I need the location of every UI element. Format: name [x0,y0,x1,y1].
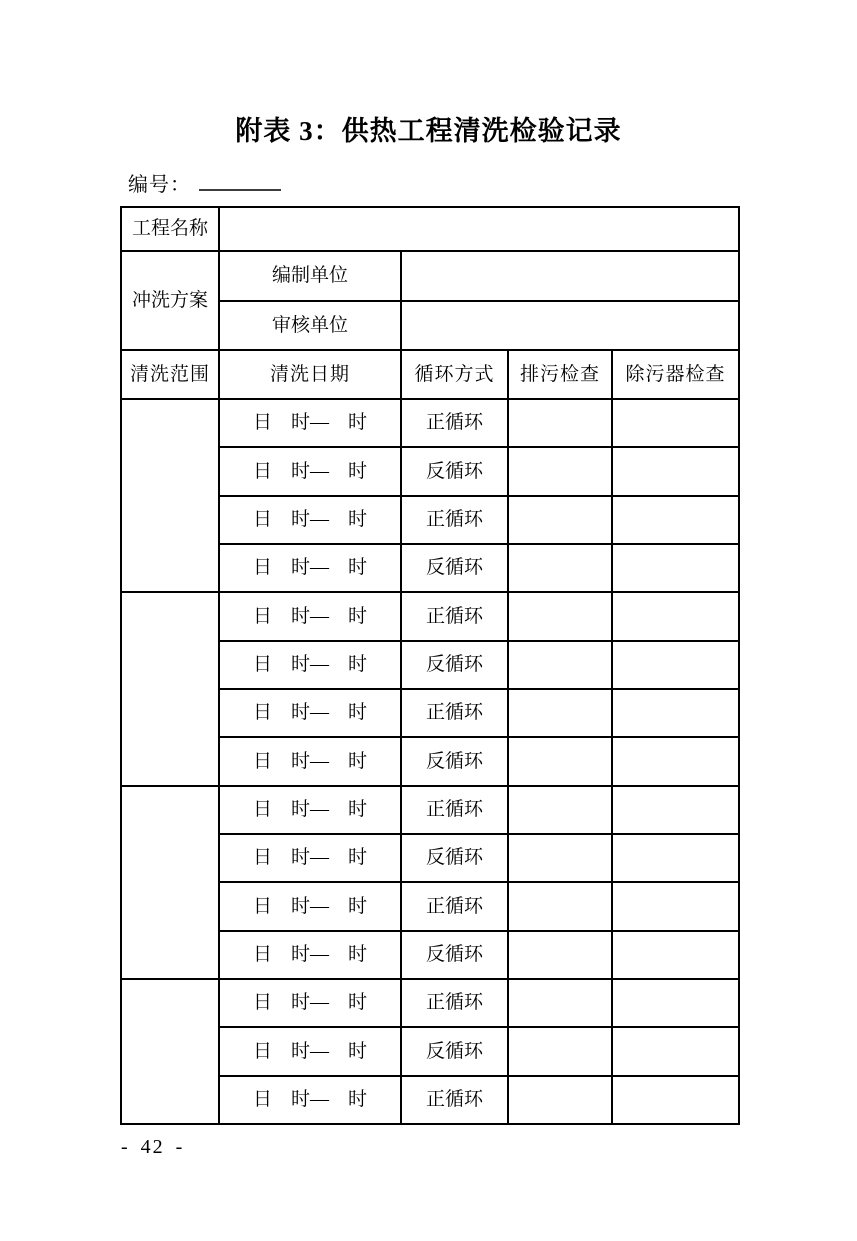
drain-check-cell [508,737,612,785]
serial-number-line [128,168,281,197]
strainer-check-cell [612,786,739,834]
cycle-cell: 反循环 [401,834,508,882]
flush-plan-label-cell: 冲洗方案 [121,251,219,350]
review-unit-label-cell: 审核单位 [219,301,401,350]
date-cell: 日 时— 时 [219,544,401,592]
date-cell: 日 时— 时 [219,641,401,689]
date-cell: 日 时— 时 [219,786,401,834]
cleaning-scope-group-cell [121,786,219,979]
cycle-cell: 正循环 [401,1076,508,1124]
table-row [121,786,739,834]
strainer-check-cell [612,931,739,979]
prepare-unit-label-cell: 编制单位 [219,251,401,301]
prepare-unit-row [121,251,739,301]
strainer-check-cell [612,834,739,882]
cycle-cell: 正循环 [401,979,508,1027]
date-cell: 日 时— 时 [219,447,401,495]
date-cell: 日 时— 时 [219,834,401,882]
prepare-unit-value-cell [401,251,739,301]
cycle-cell: 反循环 [401,544,508,592]
strainer-check-cell [612,447,739,495]
header-cleaning-scope: 清洗范围 [121,350,219,399]
cycle-cell: 反循环 [401,1027,508,1075]
strainer-check-cell [612,1027,739,1075]
inspection-record-table [120,206,740,1125]
date-cell: 日 时— 时 [219,1027,401,1075]
cycle-cell: 正循环 [401,592,508,640]
date-cell: 日 时— 时 [219,882,401,930]
strainer-check-cell [612,496,739,544]
drain-check-cell [508,882,612,930]
date-cell: 日 时— 时 [219,592,401,640]
drain-check-cell [508,834,612,882]
drain-check-cell [508,399,612,447]
date-cell: 日 时— 时 [219,979,401,1027]
strainer-check-cell [612,1076,739,1124]
table-row [121,592,739,640]
header-drain-check: 排污检查 [508,350,612,399]
drain-check-cell [508,447,612,495]
drain-check-cell [508,786,612,834]
strainer-check-cell [612,592,739,640]
drain-check-cell [508,1076,612,1124]
strainer-check-cell [612,399,739,447]
date-cell: 日 时— 时 [219,689,401,737]
cycle-cell: 反循环 [401,641,508,689]
drain-check-cell [508,1027,612,1075]
cycle-cell: 反循环 [401,737,508,785]
page-title: 附表 3：供热工程清洗检验记录 [235,116,622,146]
cycle-cell: 反循环 [401,931,508,979]
strainer-check-cell [612,979,739,1027]
project-name-value-cell [219,207,739,251]
date-cell: 日 时— 时 [219,496,401,544]
drain-check-cell [508,979,612,1027]
drain-check-cell [508,592,612,640]
date-cell: 日 时— 时 [219,1076,401,1124]
serial-number-blank [199,168,281,191]
strainer-check-cell [612,737,739,785]
cycle-cell: 正循环 [401,399,508,447]
header-strainer-check: 除污器检查 [612,350,739,399]
drain-check-cell [508,496,612,544]
table-row [121,979,739,1027]
table-header-row [121,350,739,399]
drain-check-cell [508,544,612,592]
strainer-check-cell [612,641,739,689]
strainer-check-cell [612,882,739,930]
review-unit-value-cell [401,301,739,350]
project-name-row [121,207,739,251]
header-cycle-mode: 循环方式 [401,350,508,399]
drain-check-cell [508,641,612,689]
drain-check-cell [508,931,612,979]
header-cleaning-date: 清洗日期 [219,350,401,399]
cycle-cell: 正循环 [401,496,508,544]
date-cell: 日 时— 时 [219,931,401,979]
cycle-cell: 正循环 [401,786,508,834]
date-cell: 日 时— 时 [219,737,401,785]
strainer-check-cell [612,689,739,737]
strainer-check-cell [612,544,739,592]
cleaning-scope-group-cell [121,399,219,592]
project-name-label-cell: 工程名称 [121,207,219,251]
cycle-cell: 反循环 [401,447,508,495]
cycle-cell: 正循环 [401,689,508,737]
page-number: - 42 - [121,1136,185,1158]
cleaning-scope-group-cell [121,979,219,1124]
date-cell: 日 时— 时 [219,399,401,447]
table-row [121,399,739,447]
cleaning-scope-group-cell [121,592,219,785]
serial-number-label: 编号： [128,174,191,196]
cycle-cell: 正循环 [401,882,508,930]
drain-check-cell [508,689,612,737]
